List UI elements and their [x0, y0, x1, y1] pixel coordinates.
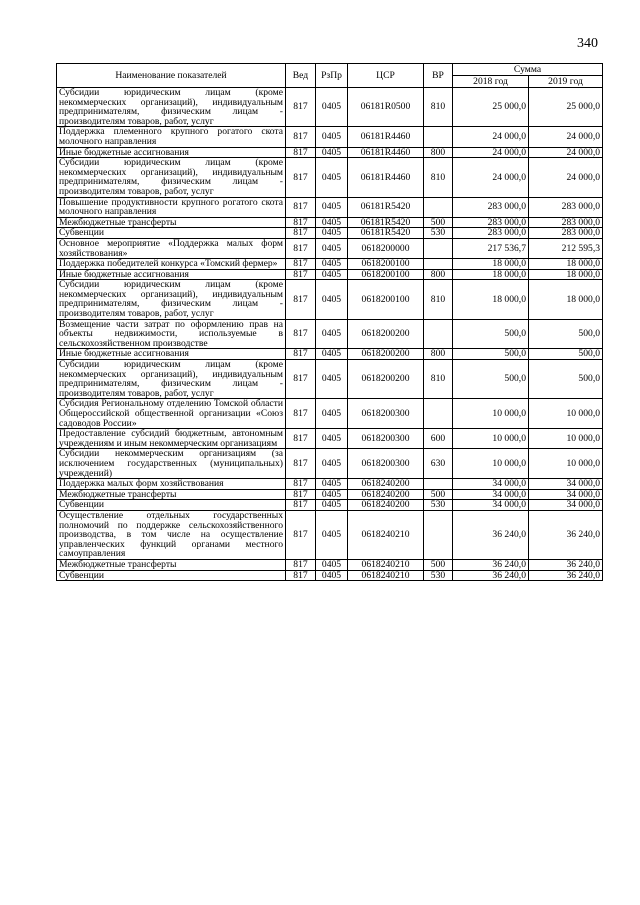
cell-rzpr: 0405: [316, 259, 348, 270]
cell-ved: 817: [286, 489, 316, 500]
cell-vr: [424, 399, 453, 429]
cell-vr: 500: [424, 217, 453, 228]
cell-rzpr: 0405: [316, 228, 348, 239]
cell-name: Субсидии некоммерческим организациям (за исключением государственных (муниципальных) учреждений): [57, 449, 286, 479]
cell-name: Межбюджетные трансферты: [57, 559, 286, 570]
table-body: [57, 88, 603, 581]
cell-rzpr: 0405: [316, 319, 348, 349]
cell-csr: 0618200300: [348, 449, 424, 479]
cell-vr: [424, 238, 453, 258]
cell-name: Поддержка племенного крупного рогатого скота молочного направления: [57, 127, 286, 147]
col-rzpr-header: РзПр: [316, 64, 348, 88]
cell-rzpr: 0405: [316, 570, 348, 581]
cell-name: Поддержка малых форм хозяйствования: [57, 479, 286, 490]
cell-name: Иные бюджетные ассигнования: [57, 349, 286, 360]
cell-ved: 817: [286, 259, 316, 270]
col-name-header: Наименование показателей: [57, 64, 286, 88]
table-row: [57, 269, 603, 280]
cell-rzpr: 0405: [316, 127, 348, 147]
cell-rzpr: 0405: [316, 349, 348, 360]
cell-vr: 530: [424, 228, 453, 239]
cell-vr: 810: [424, 88, 453, 127]
cell-2018: 36 240,0: [453, 510, 529, 559]
cell-name: Основное мероприятие «Поддержка малых форм хозяйствования»: [57, 238, 286, 258]
cell-rzpr: 0405: [316, 360, 348, 399]
cell-name: Субвенции: [57, 500, 286, 511]
cell-2019: 34 000,0: [529, 489, 603, 500]
cell-2018: 36 240,0: [453, 559, 529, 570]
cell-vr: 810: [424, 360, 453, 399]
cell-name: Повышение продуктивности крупного рогатого скота молочного направления: [57, 197, 286, 217]
cell-2019: 500,0: [529, 360, 603, 399]
cell-vr: 800: [424, 147, 453, 158]
cell-csr: 0618200200: [348, 319, 424, 349]
cell-2018: 500,0: [453, 349, 529, 360]
cell-2018: 24 000,0: [453, 127, 529, 147]
cell-ved: 817: [286, 399, 316, 429]
cell-2018: 24 000,0: [453, 147, 529, 158]
cell-name: Межбюджетные трансферты: [57, 489, 286, 500]
cell-rzpr: 0405: [316, 269, 348, 280]
cell-name: Предоставление субсидий бюджетным, автономным учреждениям и иным некоммерческим организациям: [57, 429, 286, 449]
cell-csr: 0618200100: [348, 259, 424, 270]
cell-csr: 0618200200: [348, 349, 424, 360]
table-row: [57, 360, 603, 399]
cell-2018: 283 000,0: [453, 228, 529, 239]
cell-csr: 06181R4460: [348, 147, 424, 158]
cell-csr: 0618200100: [348, 280, 424, 319]
cell-rzpr: 0405: [316, 238, 348, 258]
cell-2019: 18 000,0: [529, 269, 603, 280]
cell-vr: 530: [424, 570, 453, 581]
cell-csr: 0618200200: [348, 360, 424, 399]
col-vr-header: ВР: [424, 64, 453, 88]
cell-vr: 500: [424, 489, 453, 500]
cell-name: Межбюджетные трансферты: [57, 217, 286, 228]
table-row: [57, 510, 603, 559]
cell-ved: 817: [286, 158, 316, 197]
cell-ved: 817: [286, 349, 316, 360]
cell-ved: 817: [286, 228, 316, 239]
cell-ved: 817: [286, 88, 316, 127]
cell-csr: 06181R5420: [348, 197, 424, 217]
cell-2019: 36 240,0: [529, 570, 603, 581]
cell-2018: 10 000,0: [453, 429, 529, 449]
table-header: [57, 64, 603, 88]
cell-2018: 18 000,0: [453, 269, 529, 280]
cell-rzpr: 0405: [316, 399, 348, 429]
cell-2019: 36 240,0: [529, 559, 603, 570]
cell-rzpr: 0405: [316, 217, 348, 228]
cell-2019: 10 000,0: [529, 429, 603, 449]
cell-name: Поддержка победителей конкурса «Томский фермер»: [57, 259, 286, 270]
cell-ved: 817: [286, 269, 316, 280]
cell-rzpr: 0405: [316, 147, 348, 158]
cell-2019: 212 595,3: [529, 238, 603, 258]
table-row: [57, 319, 603, 349]
cell-csr: 06181R5420: [348, 217, 424, 228]
cell-vr: [424, 510, 453, 559]
cell-2019: 500,0: [529, 319, 603, 349]
cell-csr: 06181R0500: [348, 88, 424, 127]
cell-2018: 34 000,0: [453, 500, 529, 511]
table-row: [57, 479, 603, 490]
cell-vr: 810: [424, 280, 453, 319]
cell-2018: 500,0: [453, 319, 529, 349]
cell-ved: 817: [286, 449, 316, 479]
cell-2019: 36 240,0: [529, 510, 603, 559]
cell-2019: 18 000,0: [529, 280, 603, 319]
cell-ved: 817: [286, 559, 316, 570]
cell-2018: 10 000,0: [453, 399, 529, 429]
cell-2019: 24 000,0: [529, 147, 603, 158]
cell-2019: 10 000,0: [529, 399, 603, 429]
cell-name: Субсидии юридическим лицам (кроме некоммерческих организаций), индивидуальным предпринимателям, физическим лицам - производителям товаров, работ, услуг: [57, 88, 286, 127]
cell-2018: 34 000,0: [453, 489, 529, 500]
cell-2019: 34 000,0: [529, 479, 603, 490]
cell-csr: 06181R5420: [348, 228, 424, 239]
cell-ved: 817: [286, 319, 316, 349]
cell-csr: 0618240210: [348, 559, 424, 570]
cell-2018: 25 000,0: [453, 88, 529, 127]
cell-2018: 10 000,0: [453, 449, 529, 479]
cell-csr: 0618240200: [348, 500, 424, 511]
cell-rzpr: 0405: [316, 88, 348, 127]
cell-2019: 24 000,0: [529, 158, 603, 197]
cell-vr: [424, 127, 453, 147]
cell-rzpr: 0405: [316, 479, 348, 490]
cell-2018: 217 536,7: [453, 238, 529, 258]
cell-name: Иные бюджетные ассигнования: [57, 269, 286, 280]
cell-csr: 0618240200: [348, 489, 424, 500]
page-number: 340: [577, 36, 598, 51]
cell-name: Субсидии юридическим лицам (кроме некоммерческих организаций), индивидуальным предпринимателям, физическим лицам - производителям товаров, работ, услуг: [57, 280, 286, 319]
table-row: [57, 500, 603, 511]
cell-rzpr: 0405: [316, 489, 348, 500]
table-row: [57, 228, 603, 239]
cell-vr: 630: [424, 449, 453, 479]
cell-ved: 817: [286, 238, 316, 258]
table-row: [57, 489, 603, 500]
cell-ved: 817: [286, 510, 316, 559]
cell-ved: 817: [286, 360, 316, 399]
cell-name: Субсидия Региональному отделению Томской области Общероссийской общественной организации «Союз садоводов России»: [57, 399, 286, 429]
cell-ved: 817: [286, 280, 316, 319]
cell-name: Возмещение части затрат по оформлению прав на объекты недвижимости, используемые в сельскохозяйственном производстве: [57, 319, 286, 349]
cell-rzpr: 0405: [316, 500, 348, 511]
cell-2018: 36 240,0: [453, 570, 529, 581]
cell-2019: 500,0: [529, 349, 603, 360]
cell-vr: [424, 319, 453, 349]
cell-2018: 18 000,0: [453, 259, 529, 270]
cell-name: Осуществление отдельных государственных полномочий по поддержке сельскохозяйственного производства, в том числе на осуществление управленческих функций органами местного самоуправления: [57, 510, 286, 559]
cell-2018: 18 000,0: [453, 280, 529, 319]
cell-name: Субсидии юридическим лицам (кроме некоммерческих организаций), индивидуальным предпринимателям, физическим лицам - производителям товаров, работ, услуг: [57, 158, 286, 197]
cell-2019: 24 000,0: [529, 127, 603, 147]
cell-ved: 817: [286, 147, 316, 158]
cell-rzpr: 0405: [316, 449, 348, 479]
cell-name: Субвенции: [57, 228, 286, 239]
cell-vr: 800: [424, 349, 453, 360]
cell-2018: 283 000,0: [453, 197, 529, 217]
cell-rzpr: 0405: [316, 429, 348, 449]
cell-name: Субсидии юридическим лицам (кроме некоммерческих организаций), индивидуальным предпринимателям, физическим лицам - производителям товаров, работ, услуг: [57, 360, 286, 399]
cell-csr: 0618200300: [348, 429, 424, 449]
col-ved-header: Вед: [286, 64, 316, 88]
table-row: [57, 88, 603, 127]
cell-rzpr: 0405: [316, 197, 348, 217]
cell-2019: 283 000,0: [529, 197, 603, 217]
cell-2019: 10 000,0: [529, 449, 603, 479]
cell-2019: 283 000,0: [529, 228, 603, 239]
cell-2018: 283 000,0: [453, 217, 529, 228]
cell-csr: 0618200100: [348, 269, 424, 280]
cell-rzpr: 0405: [316, 510, 348, 559]
cell-2019: 283 000,0: [529, 217, 603, 228]
cell-ved: 817: [286, 429, 316, 449]
cell-vr: [424, 197, 453, 217]
table-row: [57, 147, 603, 158]
budget-table: [56, 63, 603, 581]
cell-ved: 817: [286, 570, 316, 581]
table-row: [57, 259, 603, 270]
table-row: [57, 197, 603, 217]
col-csr-header: ЦСР: [348, 64, 424, 88]
cell-2019: 34 000,0: [529, 500, 603, 511]
cell-2018: 24 000,0: [453, 158, 529, 197]
cell-rzpr: 0405: [316, 559, 348, 570]
cell-2019: 25 000,0: [529, 88, 603, 127]
cell-vr: 800: [424, 269, 453, 280]
cell-name: Иные бюджетные ассигнования: [57, 147, 286, 158]
cell-2018: 500,0: [453, 360, 529, 399]
cell-vr: [424, 259, 453, 270]
table-row: [57, 238, 603, 258]
cell-csr: 0618240210: [348, 510, 424, 559]
cell-csr: 06181R4460: [348, 127, 424, 147]
cell-name: Субвенции: [57, 570, 286, 581]
cell-vr: 500: [424, 559, 453, 570]
table-row: [57, 349, 603, 360]
table-row: [57, 158, 603, 197]
cell-vr: 600: [424, 429, 453, 449]
cell-ved: 817: [286, 479, 316, 490]
table-row: [57, 429, 603, 449]
col-2018-header: 2018 год: [453, 76, 529, 88]
table-row: [57, 280, 603, 319]
cell-ved: 817: [286, 217, 316, 228]
cell-2018: 34 000,0: [453, 479, 529, 490]
col-2019-header: 2019 год: [529, 76, 603, 88]
cell-ved: 817: [286, 500, 316, 511]
cell-ved: 817: [286, 127, 316, 147]
table-row: [57, 127, 603, 147]
cell-vr: 530: [424, 500, 453, 511]
table-row: [57, 399, 603, 429]
cell-2019: 18 000,0: [529, 259, 603, 270]
cell-csr: 06181R4460: [348, 158, 424, 197]
cell-rzpr: 0405: [316, 280, 348, 319]
cell-csr: 0618200300: [348, 399, 424, 429]
table-row: [57, 559, 603, 570]
cell-csr: 0618240200: [348, 479, 424, 490]
table-row: [57, 570, 603, 581]
cell-vr: 810: [424, 158, 453, 197]
cell-csr: 0618200000: [348, 238, 424, 258]
cell-vr: [424, 479, 453, 490]
cell-ved: 817: [286, 197, 316, 217]
cell-csr: 0618240210: [348, 570, 424, 581]
table-row: [57, 217, 603, 228]
table-row: [57, 449, 603, 479]
col-sum-header: Сумма: [453, 64, 603, 76]
cell-rzpr: 0405: [316, 158, 348, 197]
